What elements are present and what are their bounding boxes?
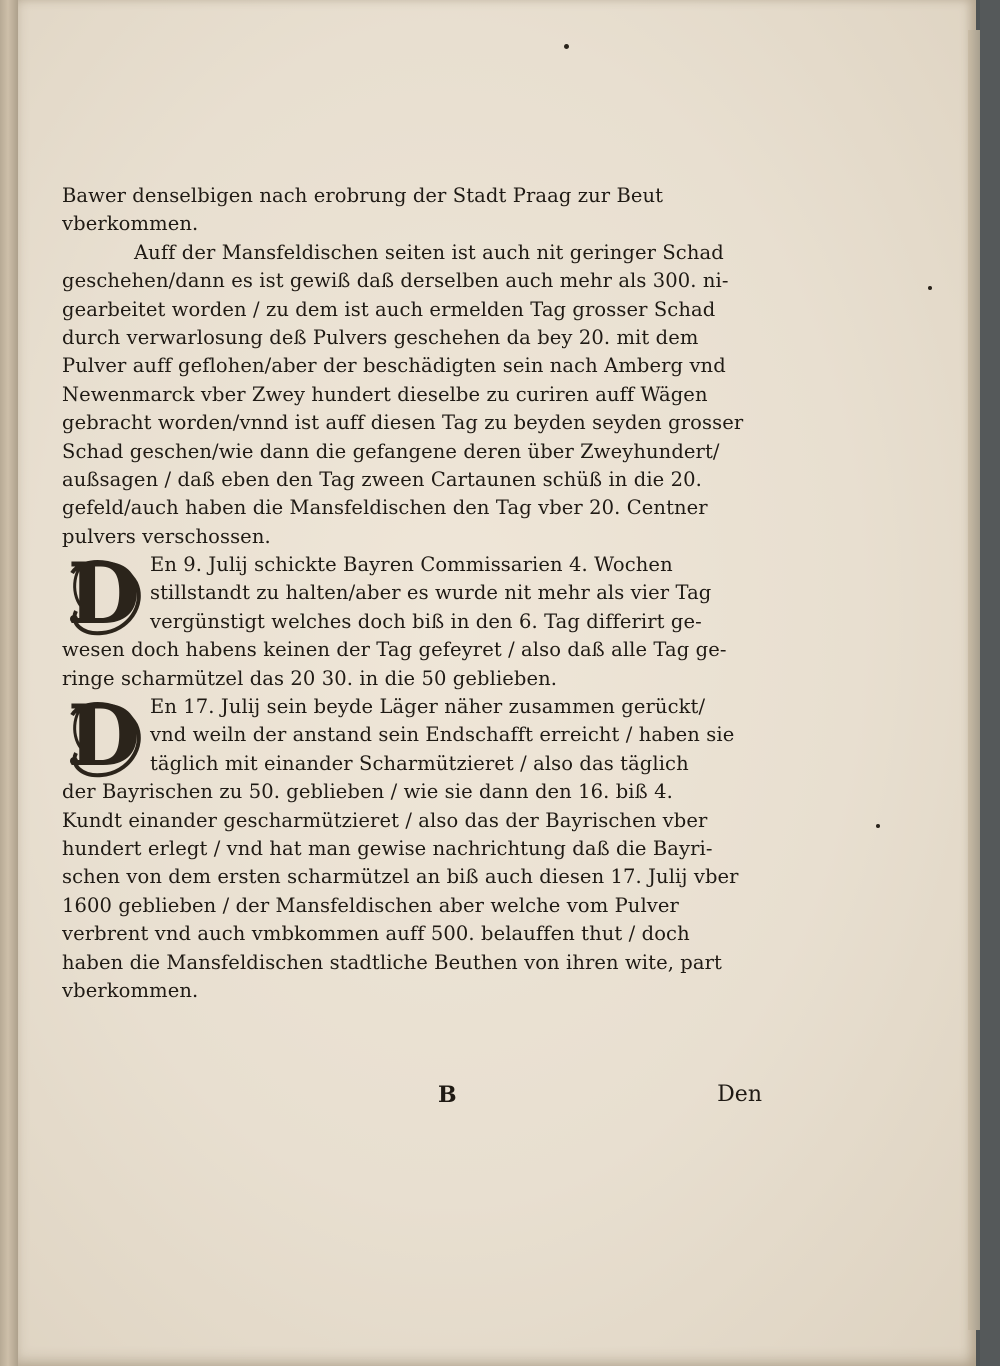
text-line: haben die Mansfeldischen stadtliche Beuthen von ihren wite, part (62, 950, 722, 974)
page-body-text (62, 182, 762, 1005)
text-line: vberkommen. (62, 978, 199, 1002)
text-line: durch verwarlosung deß Pulvers geschehen da bey 20. mit dem (62, 325, 699, 349)
ink-spot (876, 824, 880, 828)
paragraph (62, 544, 762, 693)
text-line: außsagen / daß eben den Tag zween Cartaunen schüß in die 20. (62, 467, 702, 491)
text-line: vnd weiln der anstand sein Endschafft erreicht / haben sie (150, 723, 735, 747)
text-line: Schad geschen/wie dann die gefangene deren über Zweyhundert/ (62, 439, 720, 463)
text-line: En 9. Julij schickte Bayren Commissarien 4. Wochen (150, 553, 673, 577)
text-line: En 17. Julij sein beyde Läger näher zusammen gerückt/ (150, 695, 706, 719)
paragraph (62, 686, 762, 1005)
text-line: gebracht worden/vnnd ist auff diesen Tag zu beyden seyden grosser (62, 411, 744, 435)
text-line: gefeld/auch haben die Mansfeldischen den Tag vber 20. Centner (62, 496, 708, 520)
background-strip (980, 0, 1000, 1366)
text-line: Auff der Mansfeldischen seiten ist auch nit geringer Schad (134, 240, 724, 264)
text-line: ringe scharmützel das 20 30. in die 50 geblieben. (62, 666, 558, 690)
ink-spot (928, 286, 932, 290)
text-line: geschehen/dann es ist gewiß daß derselben auch mehr als 300. ni- (62, 269, 729, 293)
text-line: der Bayrischen zu 50. geblieben / wie sie dann den 16. biß 4. (62, 780, 673, 804)
text-line: pulvers verschossen. (62, 524, 271, 548)
paragraph (62, 182, 762, 239)
text-line: hundert erlegt / vnd hat man gewise nachrichtung daß die Bayri- (62, 836, 713, 860)
text-line: Bawer denselbigen nach erobrung der Stadt Praag zur Beut (62, 184, 664, 207)
ink-spot (564, 44, 569, 49)
text-line: vergünstigt welches doch biß in den 6. Tag differirt ge- (150, 609, 702, 633)
text-line: Pulver auff geflohen/aber der beschädigten sein nach Amberg vnd (62, 354, 726, 378)
page-edge (968, 30, 980, 1330)
text-line: gearbeitet worden / zu dem ist auch ermelden Tag grosser Schad (62, 297, 716, 321)
catchword: Den (717, 1082, 762, 1107)
text-line: verbrent vnd auch vmbkommen auff 500. belauffen thut / doch (62, 922, 690, 946)
page-footer (62, 1082, 762, 1118)
previous-page-edge (0, 0, 20, 1366)
text-line: schen von dem ersten scharmützel an biß auch diesen 17. Julij vber (62, 865, 739, 889)
text-line: wesen doch habens keinen der Tag gefeyret / also daß alle Tag ge- (62, 638, 727, 662)
drop-cap: D (62, 695, 146, 777)
text-line: täglich mit einander Scharmützieret / also das täglich (150, 751, 689, 775)
drop-cap: D (62, 553, 146, 635)
text-line: stillstandt zu halten/aber es wurde nit mehr als vier Tag (150, 581, 712, 605)
text-line: 1600 geblieben / der Mansfeldischen aber welche vom Pulver (62, 893, 679, 917)
text-line: vberkommen. (62, 212, 199, 236)
paragraph (62, 239, 762, 551)
signature-mark: B (438, 1082, 457, 1108)
text-line: Newenmarck vber Zwey hundert dieselbe zu curiren auff Wägen (62, 382, 708, 406)
text-line: Kundt einander gescharmützieret / also das der Bayrischen vber (62, 808, 708, 832)
